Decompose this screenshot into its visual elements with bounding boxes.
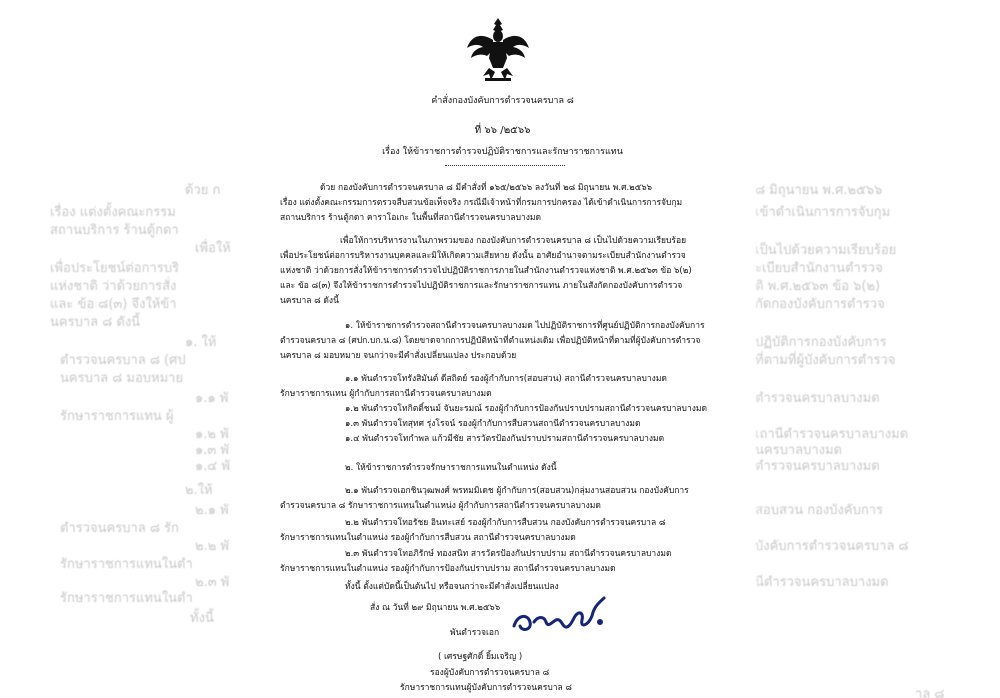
ghost-line: ะเบียบสำนักงานตำรวจ xyxy=(755,261,883,276)
ghost-line: เถานีตำรวจนครบาลบางมด xyxy=(755,427,909,442)
paragraph-line: เรื่อง แต่งตั้งคณะกรรมการตรวจสืบสวนข้อเท็จจริง กรณีมีเจ้าหน้าที่กรมการปกครอง ได้เข้าดำเนินการการจับกุม xyxy=(280,198,683,208)
order-date: สั่ง ณ วันที่ ๒๙ มิถุนายน พ.ศ.๒๕๖๖ xyxy=(370,603,501,613)
signer-name: ( เศรษฐศักดิ์ ยิ้มเจริญ ) xyxy=(438,652,523,662)
ghost-line: ที่ตามที่ผู้บังคับการตำรวจ xyxy=(755,353,896,368)
ghost-line: าล ๘ xyxy=(915,687,945,698)
ghost-line: ๒.๓ พั xyxy=(195,575,230,590)
section-1-line: ๑. ให้ข้าราชการตำรวจสถานีตำรวจนครบาลบางมด ไปปฏิบัติราชการที่ศูนย์ปฏิบัติการกองบังคับการ xyxy=(345,321,705,331)
ghost-line: รักษาราชการแทนในตำ xyxy=(60,591,193,606)
ghost-line: ด้วย ก xyxy=(185,183,221,198)
item-2-2: ๒.๒ พันตำรวจโทอรัชย อินทะเสย์ รองผู้กำกับการสืบสวน กองบังคับการตำรวจนครบาล ๘ xyxy=(345,518,666,528)
ghost-line: เป็นไปด้วยความเรียบร้อย xyxy=(755,243,897,258)
garuda-emblem-icon xyxy=(463,14,533,86)
ghost-line: ๒.๒ พั xyxy=(195,539,229,554)
item-1-3: ๑.๓ พันตำรวจโทสุทศ รุ่งโรจน์ รองผู้กำกับการสืบสวนสถานีตำรวจนครบาลบางมด xyxy=(345,419,641,429)
item-2-1: ๒.๑ พันตำรวจเอกชินวุฒพงศ์ พรหมมิเดช ผู้กำกับการ(สอบสวน)กลุ่มงานสอบสวน กองบังคับการ xyxy=(345,486,689,496)
ghost-line: ๑.๑ พั xyxy=(195,391,229,406)
paragraph-line: เพื่อประโยชน์ต่อการบริหารงานบุคคลและมิให้เกิดความเสียหาย ดังนั้น อาศัยอำนาจตามระเบียบสำนักงานตำรวจ xyxy=(280,251,686,261)
paragraph-line: ด้วย กองบังคับการตำรวจนครบาล ๘ มีคำสั่งที่ ๑๖๕/๒๕๖๖ ลงวันที่ ๒๘ มิถุนายน พ.ศ.๒๕๖๖ xyxy=(320,183,652,193)
order-title: คำสั่งกองบังคับการตำรวจนครบาล ๘ xyxy=(431,96,574,106)
ghost-line: เพื่อให้ xyxy=(195,241,231,256)
item-2-3: ๒.๓ พันตำรวจโทอภิรักษ์ ทองสนิท สารวัตรป้องกันปราบปราม สถานีตำรวจนครบาลบางมด xyxy=(345,549,672,559)
ghost-line: สอบสวน กองบังคับการ xyxy=(755,503,883,518)
ghost-line: ๑.๓ พั xyxy=(195,443,229,458)
item-1-2: ๑.๒ พันตำรวจโทกิตติ์ชนม์ จันยะรมณ์ รองผู้กำกับการป้องกันปราบปรามสถานีตำรวจนครบาลบางมด xyxy=(345,404,707,414)
ghost-line: และ ข้อ ๘(๓) จึงให้ข้า xyxy=(50,297,177,312)
closing-line: ทั้งนี้ ตั้งแต่บัดนี้เป็นต้นไป หรือจนกว่าจะมีคำสั่งเปลี่ยนแปลง xyxy=(345,582,559,592)
signer-acting-position: รักษาราชการแทนผู้บังคับการตำรวจนครบาล ๘ xyxy=(400,683,572,693)
signer-position: รองผู้บังคับการตำรวจนครบาล ๘ xyxy=(430,668,550,678)
item-1-1-cont: รักษาราชการแทน ผู้กำกับการสถานีตำรวจนครบาลบางมด xyxy=(280,389,492,399)
ghost-line: ๒.ให้ xyxy=(185,483,213,498)
ghost-line: ปฏิบัติการกองบังคับการ xyxy=(755,335,887,350)
item-2-2-cont: รักษาราชการแทนในตำแหน่ง รองผู้กำกับการสืบสวน สถานีตำรวจนครบาลบางมด xyxy=(280,533,576,543)
ghost-copy-left xyxy=(0,0,270,698)
paragraph-line: นครบาล ๘ ดังนี้ xyxy=(280,296,339,306)
ghost-line: ๑.๒ พั xyxy=(195,427,229,442)
ghost-line: นีตำรวจนครบาลบางมด xyxy=(755,575,889,590)
ghost-line: ทั้งนี้ xyxy=(190,611,214,626)
document-sheet xyxy=(250,0,755,698)
ghost-line: ตำรวจนครบาล ๘ รัก xyxy=(60,521,179,536)
item-2-1-cont: ตำรวจนครบาล ๘ รักษาราชการแทนในตำแหน่ง ผู้กำกับการสถานีตำรวจนครบาลบางมด xyxy=(280,501,601,511)
section-2-head: ๒. ให้ข้าราชการตำรวจรักษาราชการแทนในตำแหน่ง ดังนี้ xyxy=(345,463,557,473)
paragraph-line: และ ข้อ ๘(๓) จึงให้ข้าราชการตำรวจไปปฏิบัติราชการและรักษาราชการแทน ภายในสังกัดกองบังคับการตำรวจ xyxy=(280,281,683,291)
ghost-line: นครบาล ๘ มอบหมาย xyxy=(60,371,184,386)
ghost-line: แห่งชาติ ว่าด้วยการสั่ง xyxy=(50,279,177,294)
item-2-3-cont: รักษาราชการแทนในตำแหน่ง รองผู้กำกับการป้องกันปราบปราม สถานีตำรวจนครบาลบางมด xyxy=(280,564,616,574)
item-1-4: ๑.๔ พันตำรวจโทกำพล แก้วมีชัย สารวัตรป้องกันปราบปรามสถานีตำรวจนครบาลบางมด xyxy=(345,434,665,444)
ghost-line: รักษาราชการแทน ผู้ xyxy=(60,409,174,424)
paragraph-line: สถานบริการ ร้านตู้กดา คาราโอเกะ ในพื้นที่สถานีตำรวจนครบาลบางมด xyxy=(280,213,542,223)
ghost-line: รักษาราชการแทนในตำ xyxy=(60,557,193,572)
ghost-line: ๑.๔ พั xyxy=(195,459,230,474)
ghost-line: ๒.๑ พั xyxy=(195,503,229,518)
ghost-line: เข้าดำเนินการการจับกุม xyxy=(755,205,891,220)
ghost-line: เรื่อง แต่งตั้งคณะกรรม xyxy=(50,205,176,220)
ghost-line: ตำรวจนครบาลบางมด xyxy=(755,391,880,406)
ghost-line: ๑. ให้ xyxy=(185,335,217,350)
ghost-line: ตำรวจนครบาลบางมด xyxy=(755,459,880,474)
divider xyxy=(445,165,565,166)
signature-icon xyxy=(508,592,618,640)
section-1-line: นครบาล ๘ มอบหมาย จนกว่าจะมีคำสั่งเปลี่ยนแปลง ประกอบด้วย xyxy=(280,351,517,361)
paragraph-line: เพื่อให้การบริหารงานในภาพรวมของ กองบังคับการตำรวจนครบาล ๘ เป็นไปด้วยความเรียบร้อย xyxy=(340,236,687,246)
ghost-line: บังคับการตำรวจนครบาล ๘ xyxy=(755,539,909,554)
ghost-line: นครบาล ๘ ดังนี้ xyxy=(50,315,141,330)
ghost-line: กัดกองบังคับการตำรวจ xyxy=(755,297,885,312)
ghost-copy-right xyxy=(735,0,1000,698)
signer-rank: พันตำรวจเอก xyxy=(450,628,500,638)
ghost-line: ติ พ.ศ.๒๕๖๓ ข้อ ๖(๒) xyxy=(755,279,881,294)
order-number: ที่ ๖๖ /๒๕๖๖ xyxy=(474,125,531,136)
section-1-line: ตำรวจนครบาล ๘ (ศปก.บก.น.๘) โดยขาดจากการปฏิบัติหน้าที่ตำแหน่งเดิม เพื่อปฏิบัติหน้าที่ตามที่ผู้บังคับการตำรวจ xyxy=(280,336,701,346)
ghost-line: เพื่อประโยชน์ต่อการบริ xyxy=(50,261,179,276)
ghost-line: นครบาลบางมด xyxy=(755,443,842,458)
ghost-line: ตำรวจนครบาล ๘ (ศป xyxy=(60,353,186,368)
item-1-1: ๑.๑ พันตำรวจโทรังสิมันต์ ดีสถิตย์ รองผู้กำกับการ(สอบสวน) สถานีตำรวจนครบาลบางมด xyxy=(345,374,667,384)
order-subject: เรื่อง ให้ข้าราชการตำรวจปฏิบัติราชการและรักษาราชการแทน xyxy=(382,147,623,157)
ghost-line: ๘ มิถุนายน พ.ศ.๒๕๖๖ xyxy=(755,183,883,198)
paragraph-line: แห่งชาติ ว่าด้วยการสั่งให้ข้าราชการตำรวจไปปฏิบัติราชการภายในสำนักงานตำรวจแห่งชาติ พ.ศ.๒๕๖๓ ข้อ ๖(๒) xyxy=(280,266,692,276)
ghost-line: สถานบริการ ร้านตู้กดา xyxy=(50,223,179,238)
